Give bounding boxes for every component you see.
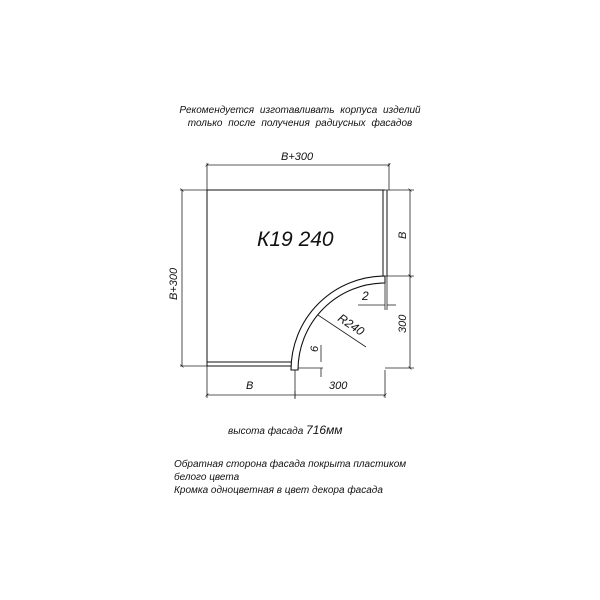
facade-height-note	[228, 424, 343, 438]
gap-label: 2	[362, 289, 369, 303]
dim-bottom-left-label: В	[246, 380, 254, 392]
product-code: К19 240	[257, 228, 334, 251]
recommendation-line-2: только после получения радиусных фасадов	[187, 118, 413, 129]
dim-right-lower-label: 300	[397, 314, 409, 333]
dim-top-label: В+300	[281, 151, 314, 163]
facade-note-line-3: Кромка одноцветная в цвет декора фасада	[174, 485, 383, 496]
thickness-label: 6	[309, 345, 321, 352]
dim-left-label: В+300	[168, 267, 180, 300]
facade-notes	[174, 458, 406, 497]
dim-right-upper-label: В	[397, 231, 409, 239]
dim-bottom-right-label: 300	[329, 380, 348, 392]
facade-note-line-2: белого цвета	[174, 472, 240, 483]
recommendation-line-1: Рекомендуется изготавливать корпуса изделий	[179, 105, 421, 116]
radius-label: R240	[335, 310, 367, 339]
facade-height-label: высота фасада	[228, 426, 307, 437]
facade-height-value: 716мм	[306, 423, 343, 437]
facade-note-line-1: Обратная сторона фасада покрыта пластиком	[174, 459, 407, 470]
